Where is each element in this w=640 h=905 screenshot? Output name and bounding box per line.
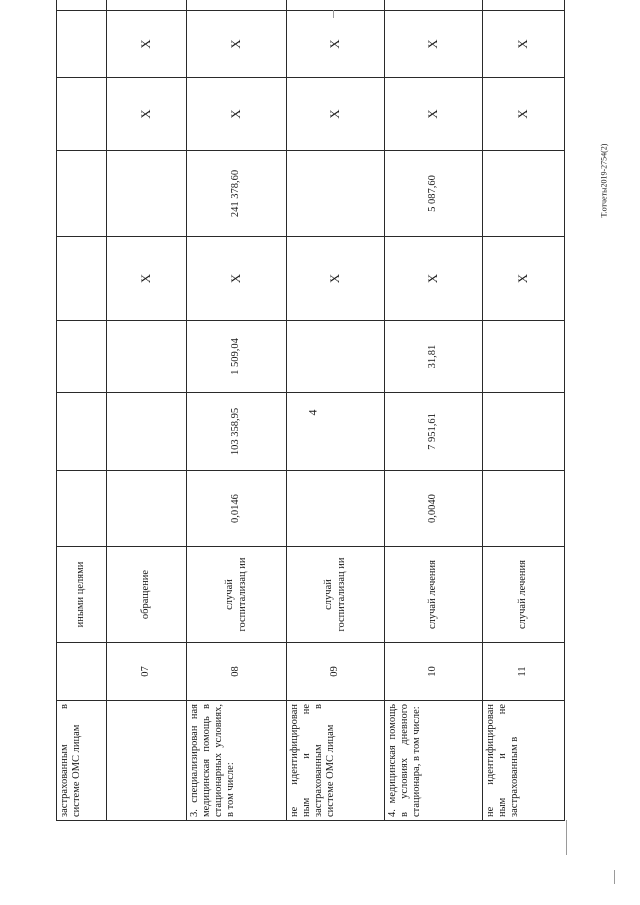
- cell-per-capita-2: X: [107, 237, 187, 321]
- finance-table: [56, 0, 565, 821]
- cell-label: 4. медицинская помощь в условиях дневного стационара, в том числе:: [385, 701, 483, 821]
- table-row: [187, 0, 287, 821]
- table-row: [483, 0, 565, 821]
- cell-amount-3: X: [287, 11, 385, 78]
- scan-mark: [333, 10, 334, 18]
- table-row: [107, 0, 187, 821]
- cell-amount-1: 5 087,60: [385, 151, 483, 237]
- cell-amount-1: [107, 151, 187, 237]
- cell-amount-3: [57, 11, 107, 78]
- cell-amount-1: [57, 151, 107, 237]
- table-row: [57, 0, 107, 821]
- cell-per-capita-2: X: [287, 237, 385, 321]
- cell-amount-2: X: [385, 78, 483, 151]
- cell-unit: случай лечения: [385, 547, 483, 643]
- cell-label: не идентифицирован ным и не застрахованным в: [483, 701, 565, 821]
- cell-amount-3: X: [483, 11, 565, 78]
- cell-amount-1: [287, 151, 385, 237]
- document-code: [596, 20, 612, 340]
- cell-code: 07: [107, 643, 187, 701]
- scan-mark: [566, 820, 567, 855]
- cell-code: 11: [483, 643, 565, 701]
- cell-total: [57, 0, 107, 11]
- cell-normative: [287, 471, 385, 547]
- cell-amount-2: X: [287, 78, 385, 151]
- cell-per-capita-1: [107, 321, 187, 393]
- cell-label: застрахованным в системе ОМС лицам: [57, 701, 107, 821]
- cell-per-capita-2: X: [385, 237, 483, 321]
- cell-cost: [57, 393, 107, 471]
- document-code-text: Т.отчеты2019-2754(2): [599, 143, 609, 217]
- cell-code: [57, 643, 107, 701]
- cell-normative: [57, 471, 107, 547]
- cell-per-capita-2: [57, 237, 107, 321]
- cell-code: 10: [385, 643, 483, 701]
- cell-unit: случай госпитализац ии: [187, 547, 287, 643]
- cell-normative: 0,0146: [187, 471, 287, 547]
- cell-label: не идентифицирован ным и не застрахованным в системе ОМС лицам: [287, 701, 385, 821]
- cell-unit: случай лечения: [483, 547, 565, 643]
- cell-amount-2: [57, 78, 107, 151]
- cell-unit: обращение: [107, 547, 187, 643]
- cell-per-capita-1: 1 509,04: [187, 321, 287, 393]
- cell-amount-2: X: [107, 78, 187, 151]
- cell-unit: случай госпитализац ии: [287, 547, 385, 643]
- cell-unit: иными целями: [57, 547, 107, 643]
- cell-code: 09: [287, 643, 385, 701]
- cell-code: 08: [187, 643, 287, 701]
- cell-total: [107, 0, 187, 11]
- cell-total: [287, 0, 385, 11]
- cell-per-capita-2: X: [483, 237, 565, 321]
- cell-per-capita-1: [57, 321, 107, 393]
- cell-per-capita-1: [483, 321, 565, 393]
- cell-cost: [483, 393, 565, 471]
- table-row: [385, 0, 483, 821]
- cell-amount-2: X: [483, 78, 565, 151]
- cell-normative: [483, 471, 565, 547]
- cell-amount-2: X: [187, 78, 287, 151]
- cell-cost: [107, 393, 187, 471]
- cell-normative: 0,0040: [385, 471, 483, 547]
- rotated-table-wrapper: [56, 36, 564, 821]
- cell-total: [483, 0, 565, 11]
- cell-amount-3: X: [107, 11, 187, 78]
- cell-per-capita-1: 31,81: [385, 321, 483, 393]
- cell-total: [187, 0, 287, 11]
- cell-label: 3. специализирован ная медицинская помощь в стационарных условиях, в том числе:: [187, 701, 287, 821]
- scan-mark: [614, 870, 615, 884]
- cell-per-capita-1: [287, 321, 385, 393]
- table-row: [287, 0, 385, 821]
- cell-cost: [287, 393, 385, 471]
- cell-per-capita-2: X: [187, 237, 287, 321]
- cell-cost: 103 358,95: [187, 393, 287, 471]
- cell-label: [107, 701, 187, 821]
- cell-amount-3: X: [385, 11, 483, 78]
- cell-amount-1: 241 378,60: [187, 151, 287, 237]
- cell-normative: [107, 471, 187, 547]
- cell-amount-3: X: [187, 11, 287, 78]
- cell-cost: 7 951,61: [385, 393, 483, 471]
- page-number: 4: [305, 409, 320, 416]
- cell-amount-1: [483, 151, 565, 237]
- cell-total: [385, 0, 483, 11]
